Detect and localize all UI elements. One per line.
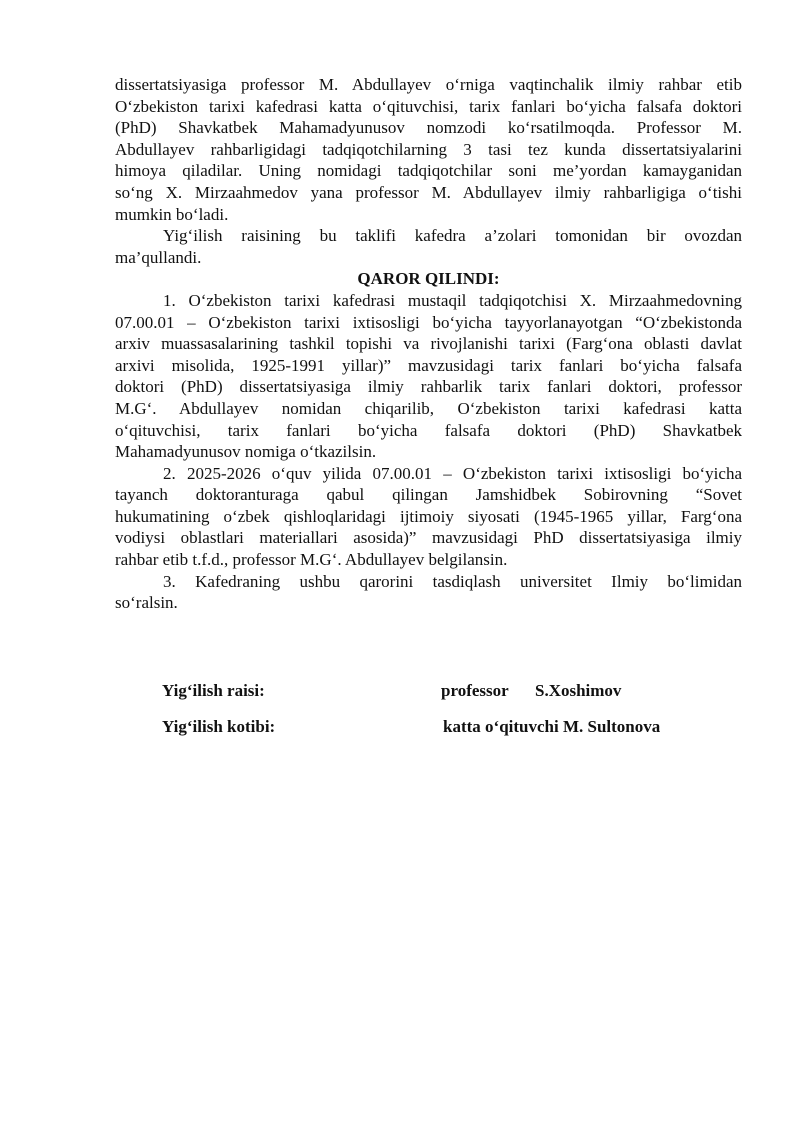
item2-line: rahbar etib t.f.d., professor M.G‘. Abdullayev belgilansin.	[115, 550, 508, 570]
item2-line: vodiysi oblastlari materiallari asosida)” mavzusidagi PhD dissertatsiyasiga ilmiy	[115, 528, 742, 548]
item1-line: Mahamadyunusov nomiga o‘tkazilsin.	[115, 442, 377, 462]
chair-title: professor	[441, 681, 509, 700]
item1-line: arxiv muassasalarining tashkil topishi va rivojlanishi tarixi (Farg‘ona oblasti davlat	[115, 334, 742, 354]
body-line: himoya qiladilar. Uning nomidagi tadqiqotchilar soni me’yordan kamayganidan	[115, 161, 742, 181]
body-line: (PhD) Shavkatbek Mahamadyunusov nomzodi ko‘rsatilmoqda. Professor M.	[115, 118, 742, 138]
decision-heading: QAROR QILINDI:	[357, 269, 500, 289]
item1-line: doktori (PhD) dissertatsiyasiga ilmiy rahbarlik tarix fanlari doktori, professor	[115, 377, 742, 397]
chair-name: S.Xoshimov	[535, 681, 622, 700]
item2-line: 2. 2025-2026 o‘quv yilida 07.00.01 – O‘zbekiston tarixi ixtisosligi bo‘yicha	[163, 463, 742, 483]
item3-line: so‘ralsin.	[115, 593, 178, 613]
document-body	[115, 74, 742, 614]
secretary-label: Yig‘ilish kotibi:	[162, 717, 276, 736]
item1-line: o‘qituvchisi, tarix fanlari bo‘yicha falsafa doktori (PhD) Shavkatbek	[115, 420, 742, 440]
item1-line: M.G‘. Abdullayev nomidan chiqarilib, O‘zbekiston tarixi kafedrasi katta	[115, 398, 742, 418]
item1-line: arxivi misolida, 1925-1991 yillar)” mavzusidagi tarix fanlari bo‘yicha falsafa	[115, 355, 742, 375]
body-line: mumkin bo‘ladi.	[115, 204, 229, 224]
body-line: dissertatsiyasiga professor M. Abdullayev o‘rniga vaqtinchalik ilmiy rahbar etib	[115, 75, 742, 94]
item3-line: 3. Kafedraning ushbu qarorini tasdiqlash universitet Ilmiy bo‘limidan	[163, 571, 742, 591]
body-line: O‘zbekiston tarixi kafedrasi katta o‘qituvchisi, tarix fanlari bo‘yicha falsafa doktori	[115, 96, 742, 116]
item2-line: hukumatining o‘zbek qishloqlaridagi ijtimoiy siyosati (1945-1965 yillar, Farg‘ona	[115, 506, 742, 526]
proposal-line: ma’qullandi.	[115, 247, 202, 267]
proposal-line: Yig‘ilish raisining bu taklifi kafedra a’zolari tomonidan bir ovozdan	[163, 226, 742, 246]
item1-line: 1. O‘zbekiston tarixi kafedrasi mustaqil tadqiqotchisi X. Mirzaahmedovning	[163, 290, 742, 310]
body-line: Abdullayev rahbarligidagi tadqiqotchilarning 3 tasi tez kunda dissertatsiyalarini	[115, 139, 742, 159]
item1-line: 07.00.01 – O‘zbekiston tarixi ixtisosligi bo‘yicha tayyorlanayotgan “O‘zbekistonda	[115, 312, 742, 332]
body-line: so‘ng X. Mirzaahmedov yana professor M. Abdullayev ilmiy rahbarligiga o‘tishi	[115, 182, 742, 202]
item2-line: tayanch doktoranturaga qabul qilingan Jamshidbek Sobirovning “Sovet	[115, 485, 742, 505]
secretary-value: katta o‘qituvchi M. Sultonova	[443, 717, 661, 736]
chair-label: Yig‘ilish raisi:	[162, 681, 265, 700]
